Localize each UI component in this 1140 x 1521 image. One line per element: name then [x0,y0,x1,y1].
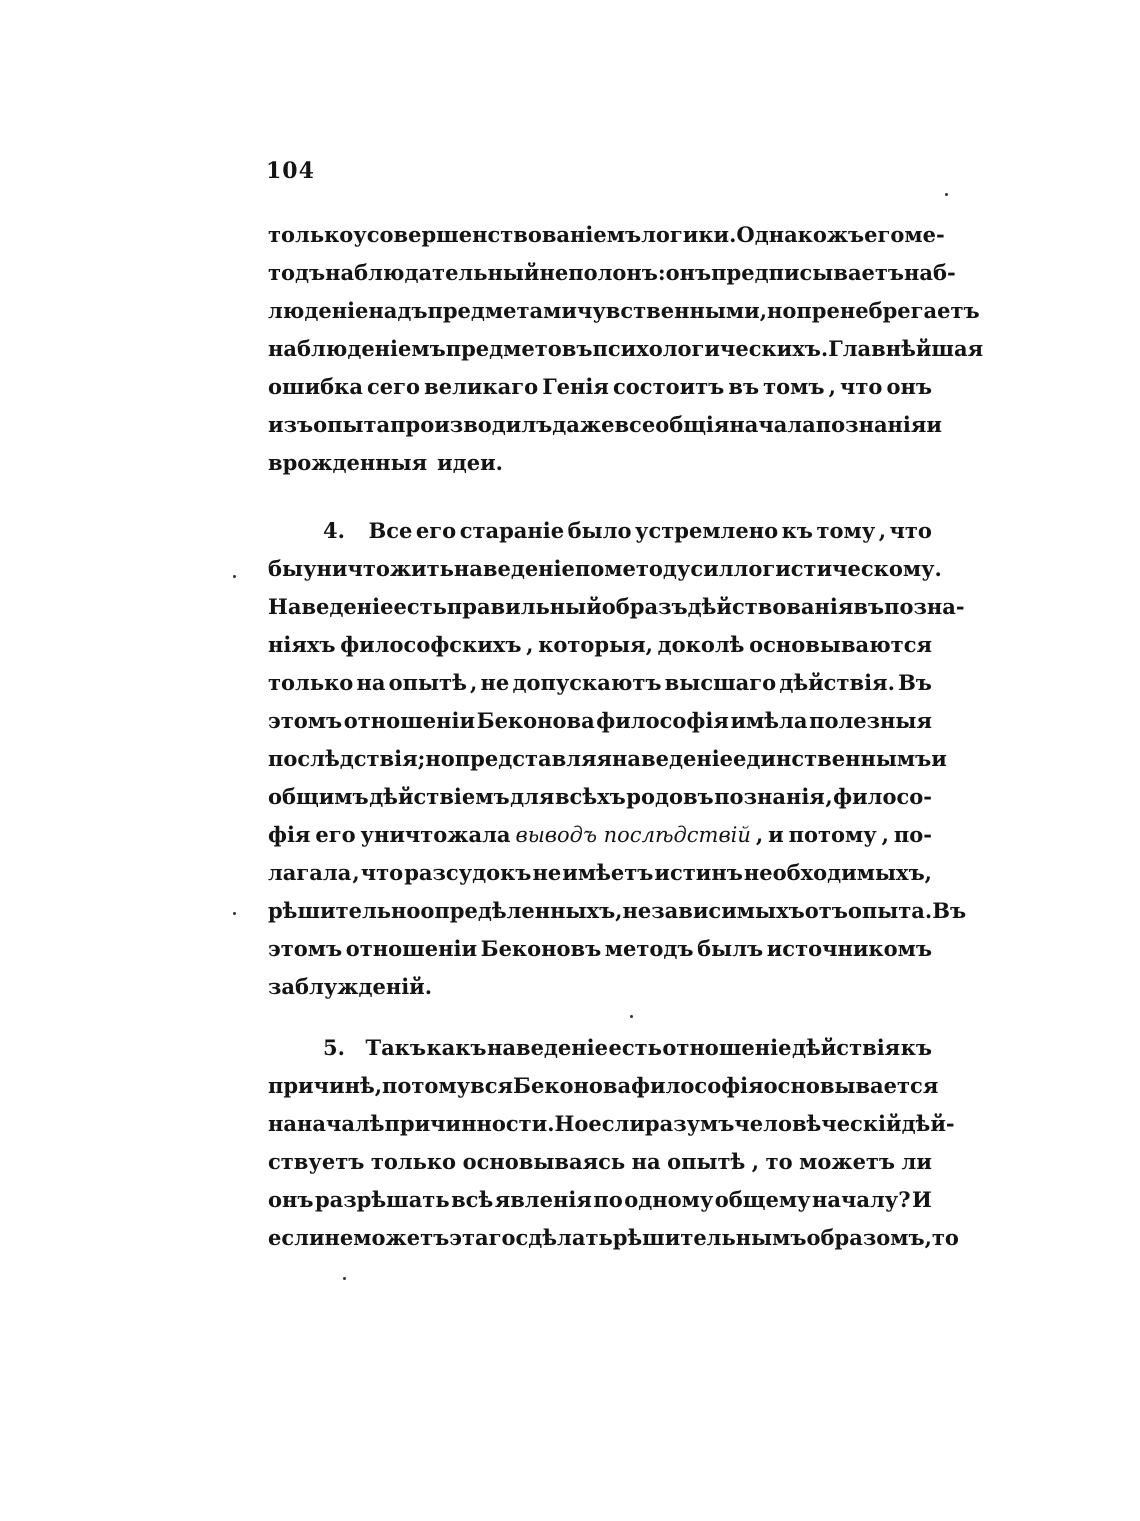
word: разрѣшать [314,1187,450,1212]
word: общимъ [268,784,369,809]
word: опыта. [847,898,933,923]
word: предметовъ [445,336,593,361]
word: методъ [604,936,694,961]
word: представляя [454,746,613,771]
word: уничтожала [360,822,511,847]
paragraph-number: 4. [323,518,345,543]
text-line [268,1035,932,1073]
word: тодъ [268,260,326,285]
word: идеи. [437,450,503,475]
text-line [268,1073,939,1111]
text-line [268,336,984,374]
word: заблужденій. [268,974,433,999]
word: потому [382,1073,471,1098]
word: методу [604,556,691,581]
word: : [657,260,666,285]
word: ошибка [268,374,363,399]
word: доколѣ [657,632,745,657]
text-line [268,1111,955,1149]
word: опытѣ [388,670,467,695]
word: имѣетъ [562,860,654,885]
word: общему [714,1187,811,1212]
text-line [268,974,932,1012]
word: то [931,1225,959,1250]
word: только [268,222,354,247]
word: которыя, [538,632,653,657]
word: родовъ [626,784,714,809]
word: изъ [268,412,314,437]
word: , [755,822,764,847]
word: если [268,1225,325,1250]
word: только [370,1149,457,1174]
word: , [825,784,833,809]
word: Беконовъ [480,936,602,961]
word: Все [368,518,413,543]
paragraph-continuation [268,222,984,488]
word: наб- [904,260,956,285]
text-line [268,374,932,412]
word: основываясь [462,1149,626,1174]
word: не [324,1225,354,1250]
word: сего [367,374,421,399]
word: ме- [904,222,945,247]
word: высшаго [664,670,777,695]
word: и [931,746,947,771]
word: было [567,518,632,543]
word: вся [470,1073,514,1098]
word: онъ [268,1187,314,1212]
word: лагала [268,860,352,885]
word: основываются [749,632,932,657]
word: источникомъ [766,936,932,961]
word: этаго [449,1225,516,1250]
text-line [268,556,942,594]
word: на [356,670,386,695]
word: выводъ послѣдствій [515,823,751,847]
word: по [574,556,605,581]
word: Въ [932,898,967,923]
word: , [828,374,836,399]
word: философія [596,708,729,733]
word: производилъ [390,412,553,437]
word: рѣшительно [268,898,421,923]
word: для [510,784,555,809]
word: Наведеніе [268,594,394,619]
word: бы [268,556,304,581]
word: , [751,1149,760,1174]
word: ніяхъ [268,632,336,657]
print-speck [233,912,236,915]
word: Но [554,1111,589,1136]
word: дѣйствія. [779,670,895,695]
paragraph-5 [268,1035,959,1263]
print-speck [233,575,236,578]
word: его [315,822,356,847]
word: истинъ [654,860,743,885]
word: Беконова [513,1073,632,1098]
text-line [268,1225,959,1263]
word: врожденныя [268,450,428,475]
word: полезныя [809,708,932,733]
word: онъ [886,374,932,399]
word: фія [268,822,311,847]
word: что [840,374,883,399]
word: началѣ [296,1111,385,1136]
word: основывается [763,1073,939,1098]
word: ли [901,1149,932,1174]
word: не [539,260,569,285]
word: пренебрегаетъ [796,298,980,323]
word: опредѣленныхъ, [420,898,623,923]
word: отношеніи [345,936,478,961]
text-line [268,518,932,556]
print-speck [343,1277,346,1280]
text-line [268,632,932,670]
word: Въ [898,670,932,695]
word: ствуетъ [268,1149,365,1174]
word: наведеніе [453,556,575,581]
word: наведеніе [487,1035,608,1060]
word: одному [624,1187,714,1212]
word: что [360,860,404,885]
text-line [268,298,980,336]
text-line [268,898,967,936]
text-line [268,412,942,450]
word: и [926,412,942,437]
word: образомъ, [806,1225,932,1250]
text-line [268,222,945,260]
word: по- [893,822,932,847]
word: можетъ [353,1225,450,1250]
word: явленія [494,1187,592,1212]
word: филосо- [833,784,932,809]
word: есть [608,1035,662,1060]
word: Главнѣйшая [828,336,984,361]
word: состоитъ [613,374,725,399]
word: люденіе [268,298,369,323]
word: независимыхъ [622,898,805,923]
word: отъ [804,898,848,923]
word: Генія [542,374,609,399]
word: сдѣлать [515,1225,613,1250]
print-speck [945,193,948,196]
word: правильный [446,594,602,619]
word: потому [788,822,877,847]
word: послѣдствія [268,746,418,771]
word: что [889,518,932,543]
text-line [268,936,932,974]
word: , [352,860,360,885]
word: наведеніе [612,746,734,771]
word: по [593,1187,623,1212]
text-line [268,860,932,898]
word: ; [417,746,426,771]
word: есть [393,594,447,619]
word: дѣйствіемъ [369,784,510,809]
word: къ [900,1035,932,1060]
word: причинѣ [268,1073,375,1098]
word: , [526,632,534,657]
word: къ [781,518,813,543]
text-line [268,670,932,708]
word: разсудокъ [404,860,532,885]
word: этомъ [268,936,343,961]
word: опыта [313,412,391,437]
word: , [470,670,478,695]
word: позна- [884,594,965,619]
word: даже [552,412,615,437]
word: рѣшительнымъ [612,1225,807,1250]
word: какъ [426,1035,487,1060]
word: начала [729,412,816,437]
word: всѣхъ [554,784,626,809]
word: тому [816,518,876,543]
word: силлогистическому. [690,556,942,581]
word: имѣла [730,708,808,733]
word: предметами [427,298,577,323]
word: былъ [697,936,764,961]
word: философскихъ [340,632,522,657]
word: , [759,298,768,323]
word: Беконова [476,708,595,733]
word: Однакожъ [736,222,865,247]
word: психологическихъ. [592,336,829,361]
word: И [912,1187,932,1212]
text-line [268,746,947,784]
word: необходимыхъ, [743,860,932,885]
word: отношеніи [343,708,476,733]
word: человѣческій [734,1111,902,1136]
text-line [268,784,932,822]
word: , [878,518,887,543]
word: устремлено [635,518,779,543]
word: чувственными [576,298,760,323]
word: , [374,1073,383,1098]
word: познанія [714,784,825,809]
word: надъ [368,298,428,323]
word: не [532,860,562,885]
word: разумъ [644,1111,735,1136]
print-speck [630,1015,633,1018]
word: его [864,222,905,247]
word: всѣ [451,1187,494,1212]
word: стараніе [459,518,565,543]
word: дѣйствованія [687,594,854,619]
word: логики. [641,222,737,247]
word: отношеніе [662,1035,792,1060]
word: уничтожить [303,556,454,581]
word: опытѣ [667,1149,746,1174]
word: усовершенствованіемъ [353,222,642,247]
word: великаго [424,374,539,399]
word: но [425,746,455,771]
text-line [268,822,932,860]
word: на [631,1149,661,1174]
text-line [268,1187,932,1225]
word: и [768,822,784,847]
word: философія [631,1073,764,1098]
word: онъ [665,260,712,285]
word: то [765,1149,793,1174]
word: наблюдательный [325,260,540,285]
word: полонъ [568,260,658,285]
word: но [767,298,797,323]
text-line [268,260,956,298]
word: если [588,1111,645,1136]
word: не [480,670,510,695]
word: образъ [601,594,688,619]
word: Такъ [365,1035,426,1060]
word: предписываетъ [711,260,905,285]
word: этомъ [268,708,343,733]
word: познанія [815,412,927,437]
page-number: 104 [266,158,315,184]
text-line [268,450,932,488]
word: причинности. [384,1111,555,1136]
text-line [268,708,932,746]
paragraph-number: 5. [323,1035,345,1060]
text-line [268,1149,932,1187]
word: наблюденіемъ [268,336,446,361]
word: можетъ [799,1149,896,1174]
text-line [268,594,965,632]
word: въ [853,594,885,619]
word: только [268,670,354,695]
word: дѣйствія [791,1035,901,1060]
word: всеобщія [614,412,730,437]
word: его [415,518,457,543]
word: дѣй- [901,1111,955,1136]
paragraph-4 [268,518,967,1012]
word: на [268,1111,297,1136]
word: въ [728,374,760,399]
word: единственнымъ [733,746,932,771]
word: началу? [812,1187,911,1212]
word: , [881,822,889,847]
word: томъ [763,374,825,399]
word: допускаютъ [512,670,662,695]
